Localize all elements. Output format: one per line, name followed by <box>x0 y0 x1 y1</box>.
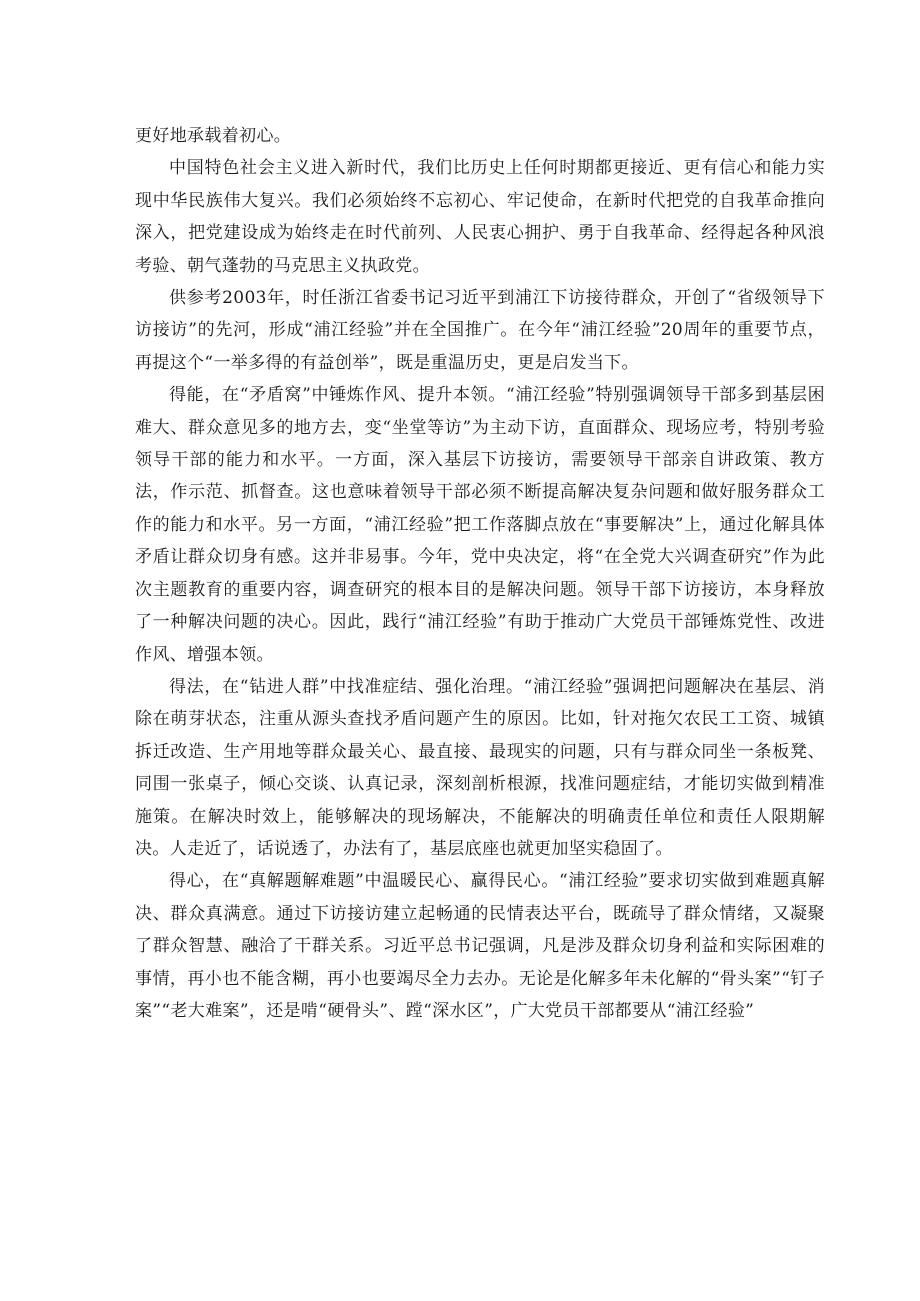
body-text <box>135 120 825 1027</box>
paragraph-continuation: 更好地承载着初心。 <box>135 126 292 146</box>
paragraph-new-era: 中国特色社会主义进入新时代，我们比历史上任何时期都更接近、更有信心和能力实现中华民族伟大复兴。我们必须始终不忘初心、牢记使命，在新时代把党的自我革命推向深入，把党建设成为始终走在时代前列、人民衷心拥护、勇于自我革命、经得起各种风浪考验、朝气蓬勃的马克思主义执政党。 <box>135 158 825 276</box>
paragraph-dexin: 得心，在“真解题解难题”中温暖民心、赢得民心。“浦江经验”要求切实做到难题真解决、群众真满意。通过下访接访建立起畅通的民情表达平台，既疏导了群众情绪，又凝聚了群众智慧、融洽了干群关系。习近平总书记强调，凡是涉及群众切身利益和实际困难的事情，再小也不能含糊，再小也要竭尽全力去办。无论是化解多年未化解的“骨头案”“钉子案”“老大难案”，还是啃“硬骨头”、蹚“深水区”，广大党员干部都要从“浦江经验” <box>135 871 825 1021</box>
paragraph-pujiang-history: 供参考2003年，时任浙江省委书记习近平到浦江下访接待群众，开创了“省级领导下访接访”的先河，形成“浦江经验”并在全国推广。在今年“浦江经验”20周年的重要节点，再提这个“一举多得的有益创举”，既是重温历史，更是启发当下。 <box>135 288 825 373</box>
paragraph-defa: 得法，在“钻进人群”中找准症结、强化治理。“浦江经验”强调把问题解决在基层、消除在萌芽状态，注重从源头查找矛盾问题产生的原因。比如，针对拖欠农民工工资、城镇拆迁改造、生产用地等群众最关心、最直接、最现实的问题，只有与群众同坐一条板凳、同围一张桌子，倾心交谈、认真记录，深刻剖析根源，找准问题症结，才能切实做到精准施策。在解决时效上，能够解决的现场解决，不能解决的明确责任单位和责任人限期解决。人走近了，话说透了，办法有了，基层底座也就更加坚实稳固了。 <box>135 676 825 859</box>
paragraph-deneng: 得能，在“矛盾窝”中锤炼作风、提升本领。“浦江经验”特别强调领导干部多到基层困难大、群众意见多的地方去，变“坐堂等访”为主动下访，直面群众、现场应考，特别考验领导干部的能力和水平。一方面，深入基层下访接访，需要领导干部亲自讲政策、教方法，作示范、抓督查。这也意味着领导干部必须不断提高解决复杂问题和做好服务群众工作的能力和水平。另一方面，“浦江经验”把工作落脚点放在“事要解决”上，通过化解具体矛盾让群众切身有感。这并非易事。今年，党中央决定，将“在全党大兴调查研究”作为此次主题教育的重要内容，调查研究的根本目的是解决问题。领导干部下访接访，本身释放了一种解决问题的决心。因此，践行“浦江经验”有助于推动广大党员干部锤炼党性、改进作风、增强本领。 <box>135 385 825 665</box>
